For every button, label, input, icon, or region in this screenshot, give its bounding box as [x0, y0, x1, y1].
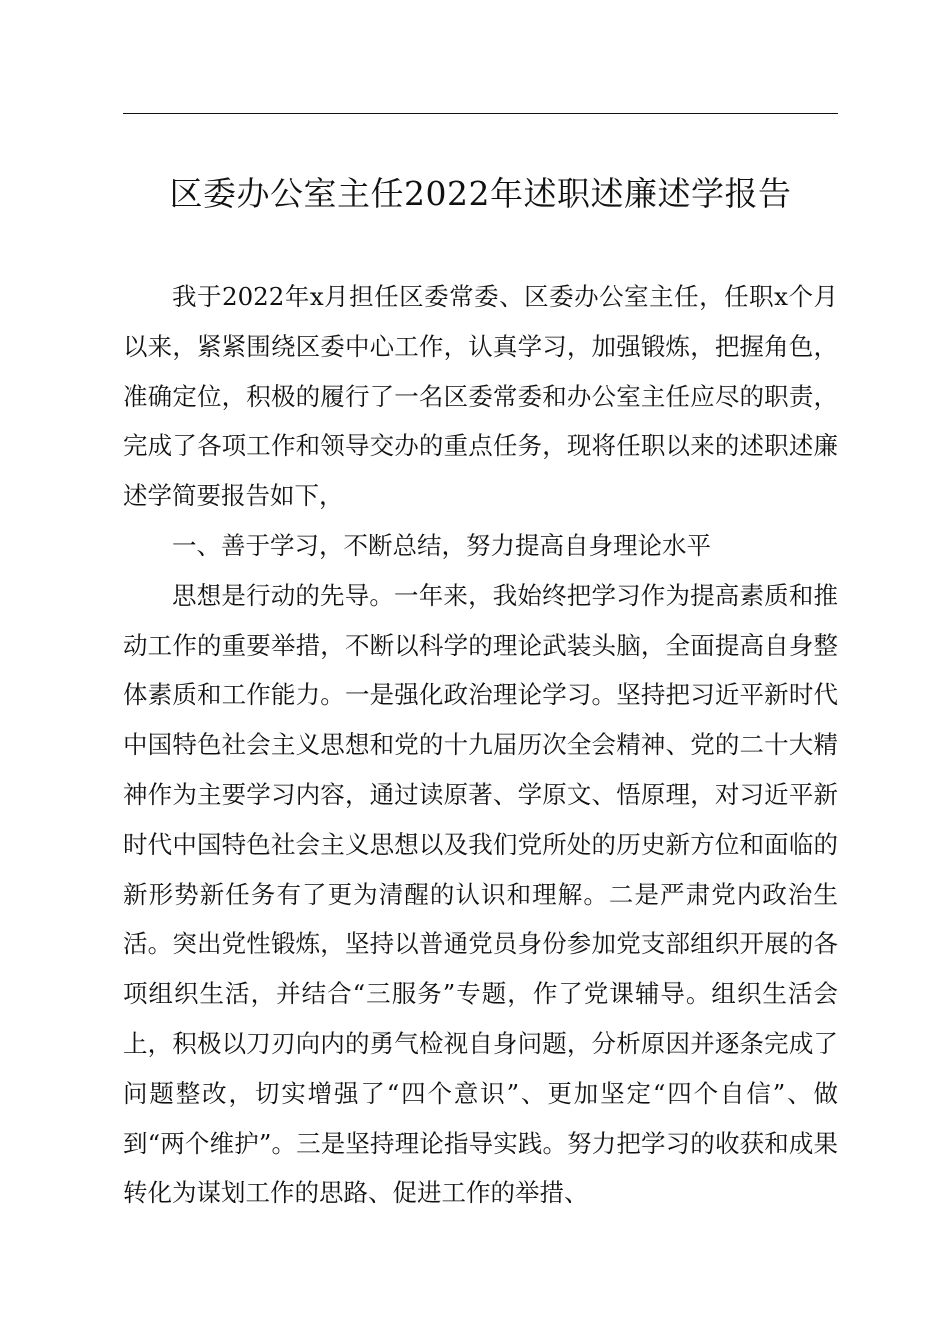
- section-heading-1: 一、善于学习，不断总结，努力提高自身理论水平: [172, 530, 711, 560]
- paragraph-study: 思想是行动的先导。一年来，我始终把学习作为提高素质和推动工作的重要举措，不断以科学的理论武装头脑，全面提高自身整体素质和工作能力。一是强化政治理论学习。坚持把习近平新时代中国特色社会主义思想和党的十九届历次全会精神、党的二十大精神作为主要学习内容，通过读原著、学原文、悟原理，对习近平新时代中国特色社会主义思想以及我们党所处的历史新方位和面临的新形势新任务有了更为清醒的认识和理解。二是严肃党内政治生活。突出党性锻炼，坚持以普通党员身份参加党支部组织开展的各项组织生活，并结合“三服务”专题，作了党课辅导。组织生活会上，积极以刀刃向内的勇气检视自身问题，分析原因并逐条完成了问题整改，切实增强了“四个意识”、更加坚定“四个自信”、做到“两个维护”。三是坚持理论指导实践。努力把学习的收获和成果转化为谋划工作的思路、促进工作的举措、: [123, 580, 838, 1208]
- document-body: [123, 272, 838, 1218]
- document-title: 区委办公室主任2022年述职述廉述学报告: [169, 174, 792, 213]
- header-rule: [123, 113, 838, 114]
- paragraph-intro: 我于2022年x月担任区委常委、区委办公室主任，任职x个月以来，紧紧围绕区委中心工作，认真学习，加强锻炼，把握角色，准确定位，积极的履行了一名区委常委和办公室主任应尽的职责，完成了各项工作和领导交办的重点任务，现将任职以来的述职述廉述学简要报告如下，: [123, 282, 838, 511]
